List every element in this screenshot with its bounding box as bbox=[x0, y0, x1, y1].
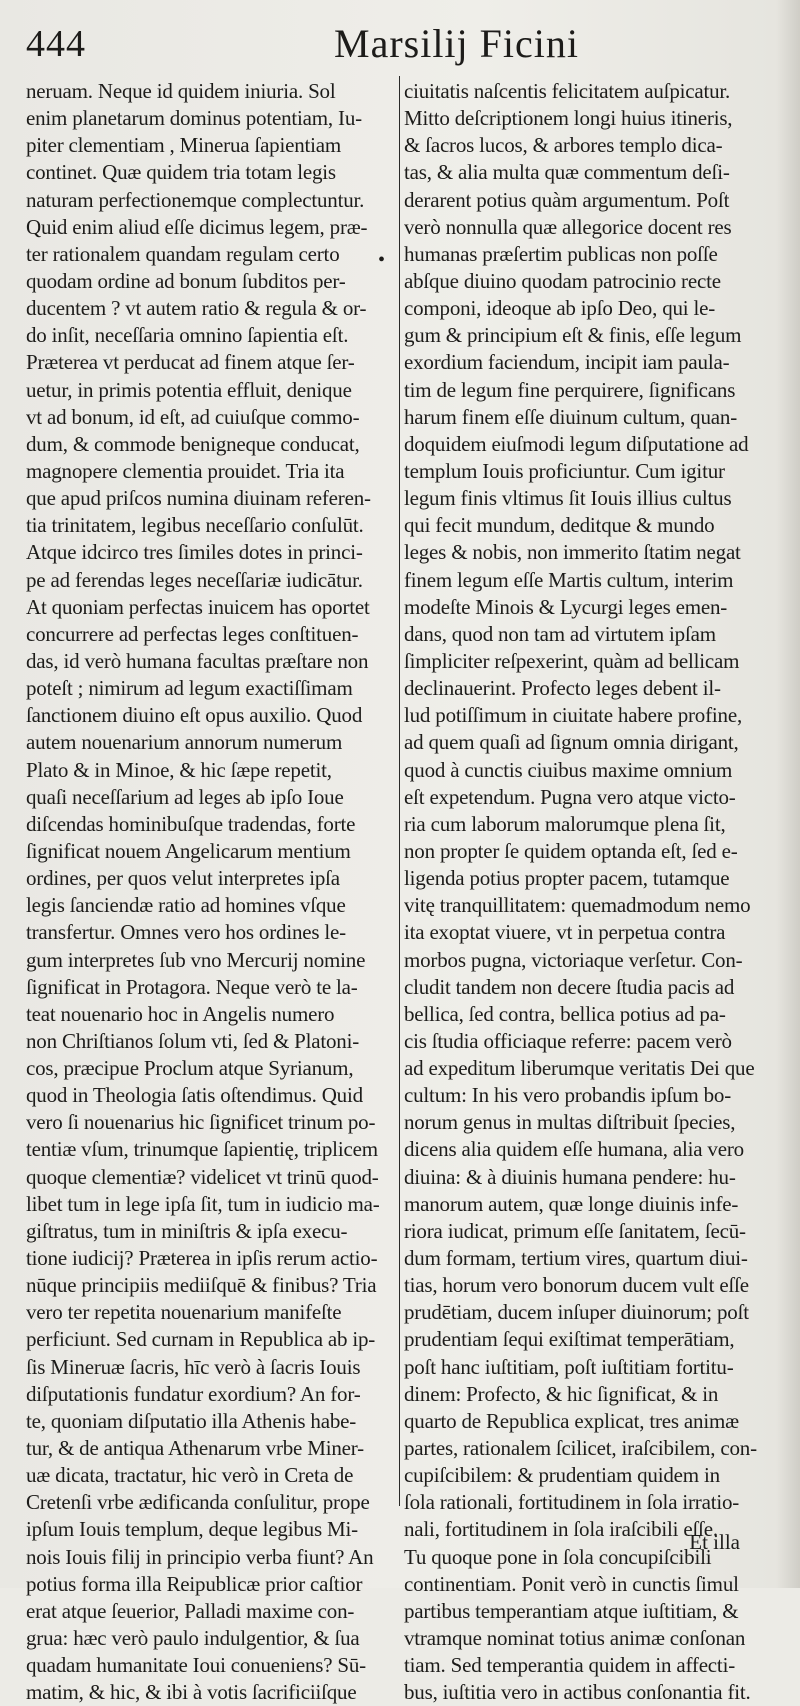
text-line: legis ſanciendæ ratio ad homines vſque bbox=[26, 893, 346, 918]
text-line: ſanctionem diuino eſt opus auxilio. Quod bbox=[26, 703, 363, 728]
text-line: perficiunt. Sed curnam in Republica ab ip- bbox=[26, 1327, 376, 1352]
text-line: potius forma illa Reipublicæ prior caſtior bbox=[26, 1571, 363, 1596]
text-line: que apud priſcos numina diuinam referen- bbox=[26, 486, 371, 511]
text-line: pe ad ferendas leges neceſſariæ iudicātur. bbox=[26, 567, 363, 592]
text-line: poſt hanc iuſtitiam, poſt iuſtitiam fortitu- bbox=[404, 1354, 734, 1379]
text-line: cultum: In his vero probandis ipſum bo- bbox=[404, 1083, 731, 1108]
text-line: leges & nobis, non immerito ſtatim negat bbox=[404, 540, 741, 565]
text-line: prudētiam, ducem inſuper diuinorum; poſt bbox=[404, 1300, 749, 1325]
text-line: Tu quoque pone in ſola concupiſcibili bbox=[404, 1544, 712, 1569]
text-line: tas, & alia multa quæ commentum deſi- bbox=[404, 160, 730, 185]
text-line: do inſit, neceſſaria omnino ſapientia eſt. bbox=[26, 323, 349, 348]
text-line: Mitto deſcriptionem longi huius itineris, bbox=[404, 106, 733, 131]
text-line: cos, præcipue Proclum atque Syrianum, bbox=[26, 1056, 354, 1081]
text-line: ipſum Iouis templum, deque legibus Mi- bbox=[26, 1517, 358, 1542]
text-line: bellica, ſed contra, bellica potius ad pa- bbox=[404, 1001, 726, 1026]
text-line: ad expeditum liberumque veritatis Dei que bbox=[404, 1056, 755, 1081]
text-line: diſputationis fundatur exordium? An for- bbox=[26, 1381, 361, 1406]
text-line: cis ſtudia officiaque referre: pacem verò bbox=[404, 1028, 732, 1053]
text-line: nois Iouis filij in principio verba fiunt? An bbox=[26, 1544, 374, 1569]
text-line: legum finis vltimus ſit Iouis illius cultus bbox=[404, 486, 732, 511]
text-line: & ſacros lucos, & arbores templo dica- bbox=[404, 133, 723, 158]
text-line: uæ dicata, tractatur, hic verò in Creta de bbox=[26, 1463, 354, 1488]
text-line: giſtratus, tum in miniſtris & ipſa execu- bbox=[26, 1218, 348, 1243]
text-line: transfertur. Omnes vero hos ordines le- bbox=[26, 920, 346, 945]
text-line: nali, fortitudinem in ſola iraſcibili eſſe. bbox=[404, 1517, 718, 1542]
text-line: quod à cunctis ciuibus maxime omnium bbox=[404, 757, 733, 782]
left-text-column bbox=[26, 78, 396, 1706]
text-line: autem nouenarium annorum numerum bbox=[26, 730, 343, 755]
text-line: tiam. Sed temperantia quidem in affecti- bbox=[404, 1653, 735, 1678]
text-line: vero ter repetita nouenarium manifeſte bbox=[26, 1300, 342, 1325]
text-line: doquidem eiuſmodi legum diſputatione ad bbox=[404, 431, 749, 456]
text-line: nūque principiis mediiſquē & finibus? Tria bbox=[26, 1273, 377, 1298]
text-line: continet. Quæ quidem tria totam legis bbox=[26, 160, 336, 185]
text-line: bus, iuſtitia vero in actibus conſonantia fit. bbox=[404, 1680, 751, 1705]
text-line: tione iudicij? Præterea in ipſis rerum actio- bbox=[26, 1246, 378, 1271]
text-line: continentiam. Ponit verò in cunctis ſimul bbox=[404, 1571, 739, 1596]
text-line: prudentiam ſequi exiſtimat temperātiam, bbox=[404, 1327, 735, 1352]
right-text-column bbox=[404, 78, 779, 1706]
text-line: erat atque ſeuerior, Palladi maxime con- bbox=[26, 1598, 355, 1623]
text-line: modeſte Minois & Lycurgi leges emen- bbox=[404, 594, 728, 619]
page-number: 444 bbox=[26, 23, 86, 65]
text-line: harum finem eſſe diuinum cultum, quan- bbox=[404, 404, 737, 429]
catchword: Et illa bbox=[689, 1530, 740, 1554]
text-line: templum Iouis proficiuntur. Cum igitur bbox=[404, 458, 725, 483]
text-line: poteſt ; nimirum ad legum exactiſſimam bbox=[26, 676, 353, 701]
text-line: ligenda potius propter pacem, tutamque bbox=[404, 866, 730, 891]
text-line: At quoniam perfectas inuicem has oportet bbox=[26, 594, 370, 619]
text-line: concurrere ad perfectas leges conſtituen- bbox=[26, 621, 359, 646]
text-line: dum formam, tertium vires, quartum diui- bbox=[404, 1246, 748, 1271]
text-line: derarent potius quàm argumentum. Poſt bbox=[404, 187, 730, 212]
text-line: ad quem quaſi ad ſignum omnia dirigant, bbox=[404, 730, 739, 755]
text-line: te, quoniam diſputatio illa Athenis habe- bbox=[26, 1408, 357, 1433]
text-line: ſis Mineruæ ſacris, hīc verò à ſacris Iouis bbox=[26, 1354, 361, 1379]
text-line: enim planetarum dominus potentiam, Iu- bbox=[26, 106, 362, 131]
text-line: Præterea vt perducat ad finem atque ſer- bbox=[26, 350, 355, 375]
text-line: quoque clementiæ? videlicet vt trinū quod- bbox=[26, 1164, 379, 1189]
text-line: vitę tranquillitatem: quemadmodum nemo bbox=[404, 893, 751, 918]
text-line: norum genus in multas diſtribuit ſpecies, bbox=[404, 1110, 736, 1135]
text-line: ſimpliciter reſpexerint, quàm ad bellicam bbox=[404, 648, 740, 673]
text-line: verò nonnulla quæ allegorice docent res bbox=[404, 214, 732, 239]
text-line: ordines, per quos velut interpretes ipſa bbox=[26, 866, 340, 891]
text-line: neruam. Neque id quidem iniuria. Sol bbox=[26, 79, 336, 103]
text-line: riora iudicat, primum eſſe ſanitatem, ſecū- bbox=[404, 1218, 746, 1243]
text-line: das, id verò humana facultas præſtare non bbox=[26, 648, 369, 673]
marginal-mark: • bbox=[378, 249, 386, 271]
text-line: vt ad bonum, id eſt, ad cuiuſque commo- bbox=[26, 404, 360, 429]
text-line: partes, rationalem ſcilicet, iraſcibilem, con- bbox=[404, 1436, 757, 1461]
column-divider bbox=[399, 76, 400, 1506]
text-line: dinem: Profecto, & hic ſignificat, & in bbox=[404, 1381, 719, 1406]
text-line: vero ſi nouenarius hic ſignificet trinum po- bbox=[26, 1110, 376, 1135]
text-line: ducentem ? vt autem ratio & regula & or- bbox=[26, 296, 367, 321]
text-line: ciuitatis naſcentis felicitatem auſpicatur. bbox=[404, 79, 731, 103]
text-line: ria cum laborum malorumque plena ſit, bbox=[404, 811, 726, 836]
text-line: morbos pugna, victoriaque verſetur. Con- bbox=[404, 947, 743, 972]
text-line: quodam ordine ad bonum ſubditos per- bbox=[26, 268, 346, 293]
text-line: dum, & commode benigneque conducat, bbox=[26, 431, 360, 456]
text-line: exordium faciendum, incipit iam paula- bbox=[404, 350, 730, 375]
text-line: finem legum eſſe Martis cultum, interim bbox=[404, 567, 734, 592]
text-line: dans, quod non tam ad virtutem ipſam bbox=[404, 621, 716, 646]
text-line: diſcendas hominibuſque tradendas, forte bbox=[26, 811, 356, 836]
text-line: cupiſcibilem: & prudentiam quidem in bbox=[404, 1463, 720, 1488]
text-line: manorum autem, quæ longe diuinis infe- bbox=[404, 1191, 739, 1216]
text-line: tentiæ vſum, trinumque ſapientię, triplicem bbox=[26, 1137, 378, 1162]
text-line: Atque idcirco tres ſimiles dotes in princi- bbox=[26, 540, 363, 565]
running-title: Marsilij Ficini bbox=[334, 21, 579, 66]
text-line: ſignificat nouem Angelicarum mentium bbox=[26, 838, 351, 863]
text-line: grua: hæc verò paulo indulgentior, & ſua bbox=[26, 1626, 360, 1651]
text-line: quaſi neceſſarium ad leges ab ipſo Ioue bbox=[26, 784, 344, 809]
page-header bbox=[24, 22, 776, 70]
text-line: tias, horum vero bonorum ducem vult eſſe bbox=[404, 1273, 749, 1298]
text-line: gum interpretes ſub vno Mercurij nomine bbox=[26, 947, 366, 972]
text-line: piter clementiam , Minerua ſapientiam bbox=[26, 133, 342, 158]
text-line: partibus temperantiam atque iuſtitiam, & bbox=[404, 1598, 739, 1623]
text-line: ita exoptat viuere, vt in perpetua contra bbox=[404, 920, 726, 945]
text-line: componi, ideoque ab ipſo Deo, qui le- bbox=[404, 296, 716, 321]
text-line: magnopere clementia prouidet. Tria ita bbox=[26, 458, 345, 483]
text-line: lud potiſſimum in ciuitate habere profine, bbox=[404, 703, 743, 728]
text-line: ſignificat in Protagora. Neque verò te la- bbox=[26, 974, 358, 999]
text-line: declinauerint. Profecto leges debent il- bbox=[404, 676, 721, 701]
text-line: humanas præſertim publicas non poſſe bbox=[404, 241, 718, 266]
text-line: quod in Theologia ſatis oſtendimus. Quid bbox=[26, 1083, 363, 1108]
text-line: tim de legum fine perquirere, ſignificans bbox=[404, 377, 736, 402]
text-line: uetur, in primis potentia effluit, denique bbox=[26, 377, 352, 402]
text-line: Quid enim aliud eſſe dicimus legem, præ- bbox=[26, 214, 368, 239]
text-line: eſt expetendum. Pugna vero atque victo- bbox=[404, 784, 736, 809]
text-line: qui fecit mundum, deditque & mundo bbox=[404, 513, 715, 538]
text-line: Cretenſi vrbe ædificanda conſulitur, prope bbox=[26, 1490, 370, 1515]
text-line: Plato & in Minoe, & hic ſæpe repetit, bbox=[26, 757, 332, 782]
text-line: tia trinitatem, legibus neceſſario conſulūt. bbox=[26, 513, 364, 538]
text-line: gum & principium eſt & finis, eſſe legum bbox=[404, 323, 742, 348]
text-line: non Chriſtianos ſolum vti, ſed & Platoni- bbox=[26, 1028, 360, 1053]
text-line: teat nouenario hoc in Angelis numero bbox=[26, 1001, 335, 1026]
text-line: quarto de Republica explicat, tres animæ bbox=[404, 1408, 739, 1433]
text-line: matim, & hic, & ibi à votis ſacrificiiſque bbox=[26, 1680, 357, 1705]
text-line: dicens alia quidem eſſe humana, alia vero bbox=[404, 1137, 744, 1162]
text-line: non propter ſe quidem optanda eſt, ſed e- bbox=[404, 838, 738, 863]
text-line: quadam humanitate Ioui conueniens? Sū- bbox=[26, 1653, 366, 1678]
text-line: vtramque nominat totius animæ conſonan bbox=[404, 1626, 746, 1651]
text-line: naturam perfectionemque complectuntur. bbox=[26, 187, 365, 212]
text-line: ſola rationali, fortitudinem in ſola irratio- bbox=[404, 1490, 740, 1515]
text-line: abſque diuino quodam patrocinio recte bbox=[404, 268, 721, 293]
text-line: diuina: & à diuinis humana pendere: hu- bbox=[404, 1164, 736, 1189]
text-line: libet tum in lege ipſa ſit, tum in iudicio ma- bbox=[26, 1191, 380, 1216]
text-line: ter rationalem quandam regulam certo bbox=[26, 241, 340, 266]
text-line: cludit tandem non decere ſtudia pacis ad bbox=[404, 974, 735, 999]
text-line: tur, & de antiqua Athenarum vrbe Miner- bbox=[26, 1436, 364, 1461]
